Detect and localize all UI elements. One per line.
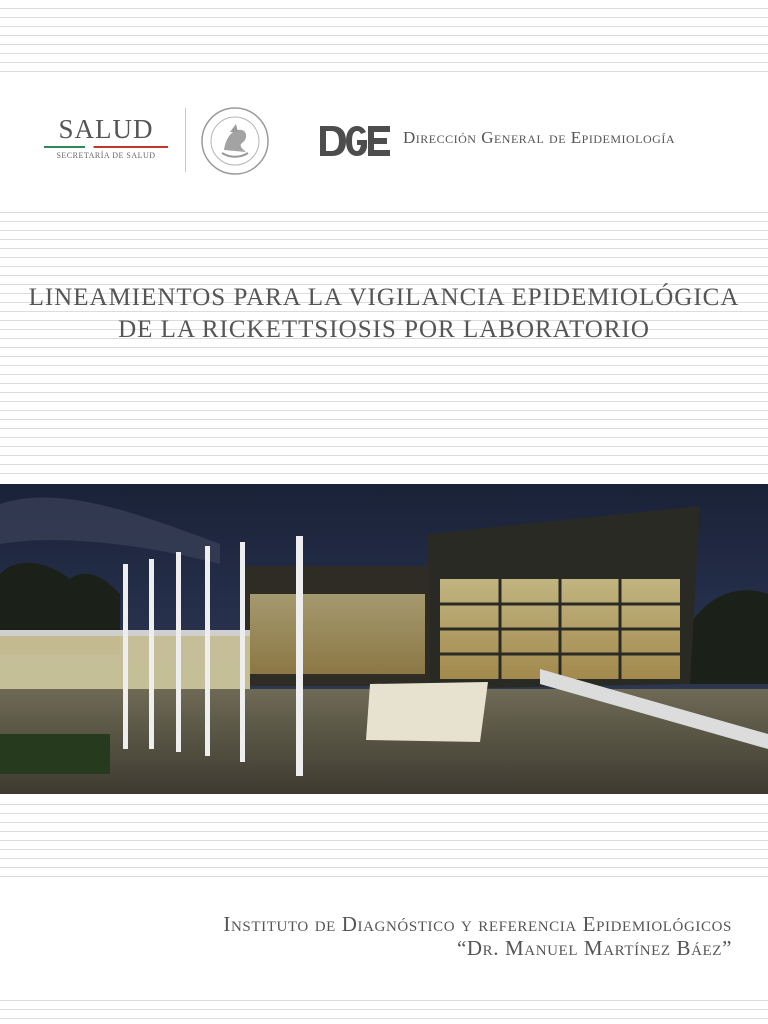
striped-band-lower [0,796,768,884]
header-logos [0,76,768,204]
logo-divider [185,108,186,172]
building-night-photo [0,484,768,794]
striped-band-top [0,0,768,76]
salud-subtitle: SECRETARÍA DE SALUD [56,151,156,160]
institute-name: Instituto de Diagnóstico y referencia Epidemiológicos [223,912,732,936]
dge-logo-icon [320,122,392,158]
institute-honoree: “Dr. Manuel Martínez Báez” [457,936,732,960]
dge-name: Dirección General de Epidemiología [403,128,675,147]
salud-word: SALUD [58,114,154,144]
coat-of-arms-seal-icon [200,106,270,176]
institute-footer [223,912,732,960]
title-line-1: LINEAMIENTOS PARA LA VIGILANCIA EPIDEMIOLÓGICA [28,284,740,311]
document-title [0,282,768,346]
title-line-2: DE LA RICKETTSIOSIS POR LABORATORIO [118,316,650,343]
salud-logo [44,114,168,160]
striped-band-bottom [0,992,768,1024]
salud-tricolor-line [44,146,168,148]
